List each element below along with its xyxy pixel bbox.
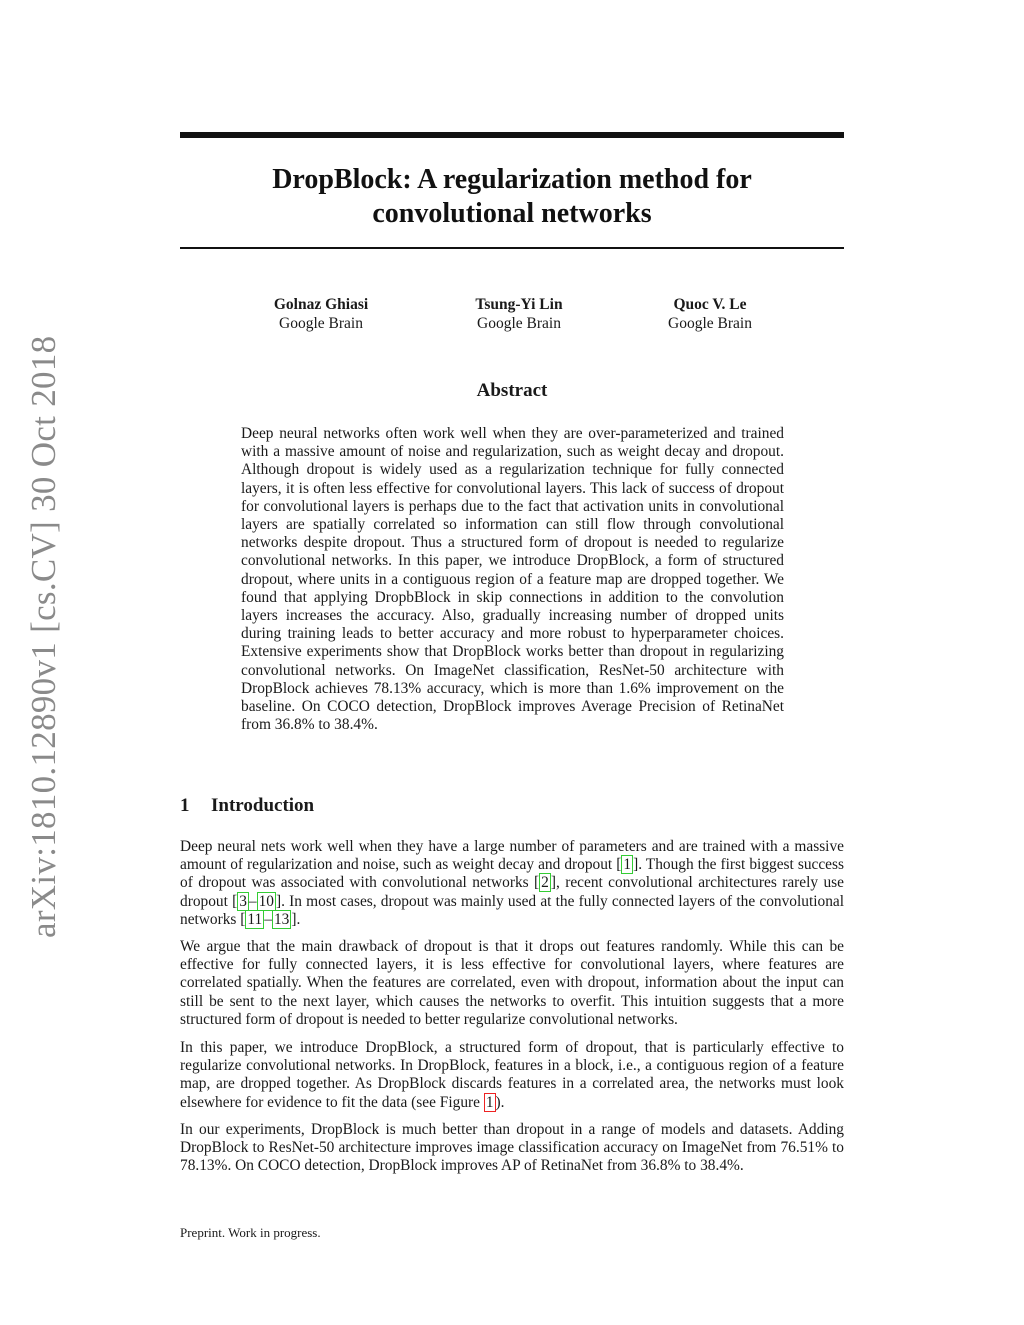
author-affiliation: Google Brain: [279, 315, 363, 332]
text-run: ].: [291, 910, 301, 928]
author-affiliation: Google Brain: [668, 315, 752, 332]
abstract-body: Deep neural networks often work well when they are over-parameterized and trained with a massive amount of noise and regularization, such as weight decay and dropout. Although dropout is widely used as a regularization technique for fully connected layers, it is often less effective for convolutional layers. This lack of success of dropout for convolutional layers is perhaps due to the fact that activation units in convolutional layers are spatially correlated so information can still flow through convolutional networks despite dropout. Thus a structured form of dropout is needed to regularize convolutional networks. In this paper, we introduce DropBlock, a form of structured dropout, where units in a contiguous region of a feature map are dropped together. We found that applying DropbBlock in skip connections in addition to the convolution layers increases the accuracy. Also, gradually increasing number of dropped units during training leads to better accuracy and more robust to hyperparameter choices. Extensive experiments show that DropBlock works better than dropout in regularizing convolutional networks. On ImageNet classification, ResNet-50 architecture with DropBlock achieves 78.13% accuracy, which is more than 1.6% improvement on the baseline. On COCO detection, DropBlock improves Average Precision of RetinaNet from 36.8% to 38.4%.: [241, 425, 784, 734]
text-run: ).: [495, 1093, 505, 1111]
intro-paragraph-4: In our experiments, DropBlock is much better than dropout in a range of models and datasets. Adding DropBlock to ResNet-50 architecture improves image classification accuracy on ImageNet from 76.51% to 78.13%. On COCO detection, DropBlock improves AP of RetinaNet from 36.8% to 38.4%.: [180, 1121, 844, 1175]
intro-paragraph-1: [180, 838, 844, 929]
text-run: ]. In most cases, dropout was mainly used at the fully connected layers of the convolutional networks [: [180, 892, 844, 928]
title-top-rule: [180, 132, 844, 138]
citation-link[interactable]: 2: [541, 874, 549, 892]
figure-link[interactable]: 1: [485, 1093, 494, 1111]
author-1: [231, 295, 411, 333]
intro-paragraph-2: We argue that the main drawback of dropout is that it drops out features randomly. While this can be effective for fully connected layers, it is less effective for convolutional layers, where features are correlated spatially. When the features are correlated, even with dropout, information about the input can still be sent to the next layer, which causes the networks to overfit. This intuition suggests that a more structured form of dropout is needed to better regularize convolutional networks.: [180, 938, 844, 1028]
author-name: Quoc V. Le: [673, 296, 747, 313]
footer-note: Preprint. Work in progress.: [180, 1225, 321, 1240]
text-run: –: [264, 910, 272, 928]
section-title: Introduction: [211, 795, 315, 816]
author-block: [180, 295, 844, 339]
text-run: ], recent convolutional architectures rarely use dropout [: [180, 874, 844, 910]
title-line-2: convolutional networks: [372, 198, 652, 229]
text-run: ]. Though the first biggest success of dropout was associated with convolutional networks [: [180, 856, 844, 892]
section-heading-introduction: [180, 795, 314, 817]
citation-link[interactable]: 11: [247, 910, 263, 928]
title-bottom-rule: [180, 247, 844, 249]
citation-link[interactable]: 10: [258, 892, 274, 910]
paper-title: [180, 163, 844, 231]
title-line-1: DropBlock: A regularization method for: [272, 164, 752, 195]
text-run: In this paper, we introduce DropBlock, a structured form of dropout, that is particularly effective to regularize convolutional networks. In DropBlock, features in a block, i.e., a contiguous region of a feature map, are dropped together. As DropBlock discards features in a correlated area, the networks must look elsewhere for evidence to fit the data (see Figure: [180, 1039, 844, 1111]
author-name: Golnaz Ghiasi: [273, 296, 369, 313]
intro-paragraph-3: [180, 1039, 844, 1112]
author-2: [429, 295, 609, 333]
author-affiliation: Google Brain: [477, 315, 561, 332]
text-run: Deep neural nets work well when they have a large number of parameters and are trained with a massive amount of regularization and noise, such as weight decay and dropout [: [180, 838, 844, 874]
section-number: 1: [180, 795, 190, 816]
author-name: Tsung-Yi Lin: [475, 296, 563, 313]
text-run: –: [248, 892, 257, 910]
citation-link[interactable]: 1: [623, 856, 632, 874]
citation-link[interactable]: 3: [239, 892, 247, 910]
arxiv-stamp: arXiv:1810.12890v1 [cs.CV] 30 Oct 2018: [24, 335, 63, 938]
author-3: [620, 295, 800, 333]
citation-link[interactable]: 13: [273, 910, 290, 928]
abstract-heading: Abstract: [476, 380, 548, 401]
